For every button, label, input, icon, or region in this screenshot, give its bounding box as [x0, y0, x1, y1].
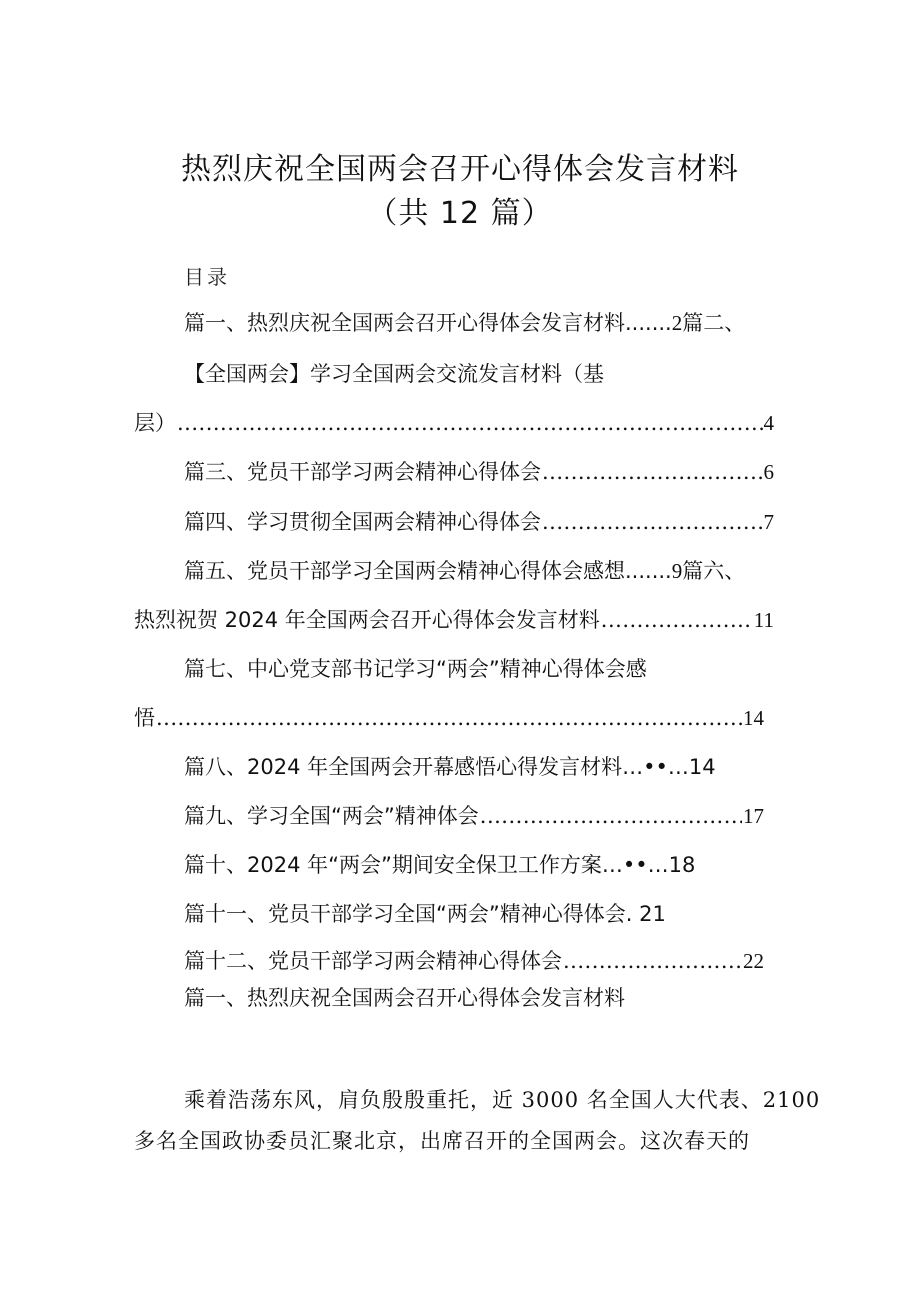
toc-entry-title: 悟 — [134, 706, 155, 730]
toc-leader-dots: ....... — [625, 311, 672, 335]
toc-leader-dots — [480, 801, 742, 831]
toc-leader-dots — [563, 946, 742, 976]
toc-page-number: 2 — [671, 311, 683, 335]
toc-entry[interactable] — [184, 752, 716, 782]
toc-entry-title: 层） — [134, 411, 176, 435]
toc-entry[interactable] — [184, 308, 745, 338]
toc-entry-title: 篇十、2024 年“两会”期间安全保卫工作方案…••…18 — [184, 853, 696, 877]
toc-page-number: 6 — [763, 460, 774, 484]
toc-entry-title: 篇九、学习全国“两会”精神体会 — [184, 804, 479, 828]
toc-entry[interactable] — [184, 556, 745, 586]
toc-page-number: 17 — [743, 804, 764, 828]
toc-leader-dots: ....... — [625, 559, 672, 583]
toc-entry[interactable] — [184, 359, 604, 389]
toc-leader-dots — [542, 457, 763, 487]
toc-entry[interactable] — [184, 946, 764, 976]
toc-leader-dots — [542, 507, 763, 537]
toc-entry[interactable] — [134, 605, 774, 635]
toc-leader-dots — [156, 703, 742, 733]
toc-entry[interactable] — [134, 408, 774, 438]
toc-entry[interactable] — [184, 457, 774, 487]
toc-entry-title: 篇四、学习贯彻全国两会精神心得体会 — [184, 510, 541, 534]
toc-page-number: 4 — [763, 411, 774, 435]
toc-entry[interactable] — [184, 654, 647, 684]
toc-leader-dots — [177, 408, 763, 438]
toc-entry-title: 篇十二、党员干部学习两会精神心得体会 — [184, 949, 562, 973]
toc-entry-title: 篇八、2024 年全国两会开幕感悟心得发言材料…••…14 — [184, 755, 716, 779]
section-heading: 篇一、热烈庆祝全国两会召开心得体会发言材料 — [184, 986, 625, 1010]
toc-entry-title: 篇一、热烈庆祝全国两会召开心得体会发言材料 — [184, 311, 625, 335]
toc-page-number: 22 — [743, 949, 764, 973]
toc-leader-dots — [601, 605, 753, 635]
toc-page-number: 11 — [753, 608, 774, 632]
body-paragraph-line: 多名全国政协委员汇聚北京，出席召开的全国两会。这次春天的 — [134, 1129, 750, 1153]
toc-entry[interactable] — [184, 899, 666, 929]
body-paragraph-line: 乘着浩荡东风，肩负殷殷重托，近 3000 名全国人大代表、2100 — [184, 1088, 821, 1112]
toc-entry-title: 篇三、党员干部学习两会精神心得体会 — [184, 460, 541, 484]
toc-entry-continuation: 篇六、 — [682, 559, 746, 583]
toc-page-number: 7 — [763, 510, 774, 534]
toc-page-number: 9 — [671, 559, 683, 583]
toc-entry[interactable] — [184, 850, 695, 880]
toc-entry-title: 篇七、中心党支部书记学习“两会”精神心得体会感 — [184, 657, 647, 681]
document-title: 热烈庆祝全国两会召开心得体会发言材料 — [181, 152, 739, 187]
toc-entry-continuation: 篇二、 — [682, 311, 746, 335]
toc-entry-title: 热烈祝贺 2024 年全国两会召开心得体会发言材料 — [134, 608, 600, 632]
toc-entry-title: 篇十一、党员干部学习全国“两会”精神心得体会. 21 — [184, 902, 666, 926]
toc-entry[interactable] — [134, 703, 764, 733]
document-subtitle: （共 12 篇） — [367, 196, 553, 231]
toc-entry-title: 【全国两会】学习全国两会交流发言材料（基 — [184, 362, 604, 386]
toc-page-number: 14 — [743, 706, 764, 730]
toc-entry-title: 篇五、党员干部学习全国两会精神心得体会感想 — [184, 559, 625, 583]
toc-heading: 目录 — [184, 265, 230, 289]
toc-entry[interactable] — [184, 507, 774, 537]
toc-entry[interactable] — [184, 801, 764, 831]
